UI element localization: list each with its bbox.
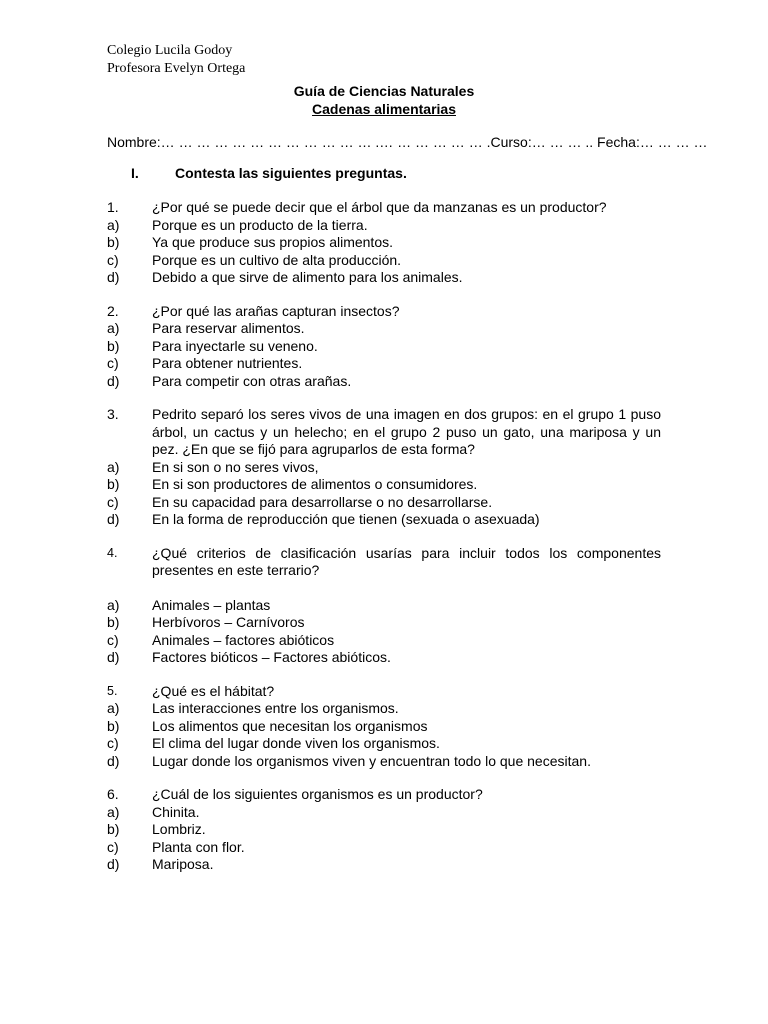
- option-letter: c): [107, 493, 119, 510]
- option-b: [107, 821, 661, 839]
- option-text: Porque es un cultivo de alta producción.: [152, 251, 402, 268]
- question-number: 4.: [107, 545, 118, 560]
- student-info-line: Nombre:… … … … … … … … … … … … .… … … … … … .Curso:… … … .. Fecha:… … … …: [107, 134, 708, 150]
- option-letter: c): [107, 251, 119, 268]
- main-title: Guía de Ciencias Naturales: [293, 83, 475, 99]
- question-text: [107, 683, 661, 701]
- option-b: [107, 614, 661, 632]
- option-letter: d): [107, 511, 120, 527]
- option-c: [107, 632, 661, 650]
- question-statement: ¿Por qué las arañas capturan insectos?: [152, 302, 400, 319]
- option-text: Mariposa.: [152, 856, 214, 872]
- option-text: Para reservar alimentos.: [152, 320, 305, 336]
- option-d: [107, 511, 661, 529]
- section-heading: [131, 163, 661, 183]
- option-a: [107, 217, 661, 235]
- option-text: Animales – plantas: [152, 596, 271, 613]
- option-a: [107, 804, 661, 822]
- question-number: 1.: [107, 199, 119, 215]
- option-letter: b): [107, 614, 120, 630]
- option-c: [107, 355, 661, 373]
- option-text: En su capacidad para desarrollarse o no desarrollarse.: [152, 493, 493, 510]
- option-text: El clima del lugar donde viven los organismos.: [152, 735, 440, 751]
- option-d: [107, 753, 661, 771]
- option-letter: c): [107, 838, 119, 855]
- option-letter: d): [107, 372, 120, 389]
- question-statement: ¿Qué es el hábitat?: [152, 682, 275, 699]
- option-a: [107, 320, 661, 338]
- question-text: [107, 199, 661, 217]
- option-text: Los alimentos que necesitan los organismos: [152, 717, 428, 734]
- question-number: 2.: [107, 302, 119, 319]
- option-text: En la forma de reproducción que tienen (sexuada o asexuada): [152, 511, 540, 527]
- option-letter: d): [107, 649, 120, 665]
- option-letter: a): [107, 700, 120, 716]
- option-a: [107, 597, 661, 615]
- option-letter: b): [107, 717, 120, 734]
- option-letter: a): [107, 216, 120, 233]
- option-letter: a): [107, 803, 120, 820]
- option-text: Chinita.: [152, 803, 200, 820]
- question-number: 3.: [107, 406, 119, 422]
- option-letter: d): [107, 269, 120, 285]
- option-text: Para obtener nutrientes.: [152, 355, 303, 371]
- option-c: [107, 494, 661, 512]
- option-letter: c): [107, 735, 119, 751]
- section-number: I.: [131, 165, 139, 181]
- option-c: [107, 252, 661, 270]
- option-letter: b): [107, 337, 120, 354]
- teacher-name: Profesora Evelyn Ortega: [107, 61, 246, 76]
- option-text: En si son productores de alimentos o consumidores.: [152, 476, 478, 492]
- option-text: Porque es un producto de la tierra.: [152, 216, 368, 233]
- option-b: [107, 718, 661, 736]
- option-c: [107, 839, 661, 857]
- question-2: [107, 303, 661, 391]
- option-d: [107, 373, 661, 391]
- question-number: 6.: [107, 786, 119, 802]
- option-text: Lugar donde los organismos viven y encuentran todo lo que necesitan.: [152, 752, 591, 769]
- option-text: Factores bióticos – Factores abióticos.: [152, 649, 391, 665]
- option-letter: d): [107, 752, 120, 769]
- option-c: [107, 735, 661, 753]
- question-5: [107, 683, 661, 771]
- option-text: Herbívoros – Carnívoros: [152, 614, 305, 630]
- option-d: [107, 269, 661, 287]
- document-titles: [107, 82, 661, 118]
- question-4: [107, 545, 661, 667]
- option-letter: d): [107, 856, 120, 872]
- option-text: Debido a que sirve de alimento para los animales.: [152, 269, 463, 285]
- option-b: [107, 234, 661, 252]
- option-text: Planta con flor.: [152, 838, 245, 855]
- option-d: [107, 649, 661, 667]
- option-a: [107, 700, 661, 718]
- question-text: [107, 786, 661, 804]
- option-b: [107, 476, 661, 494]
- question-3: [107, 406, 661, 529]
- option-d: [107, 856, 661, 874]
- question-statement: ¿Cuál de los siguientes organismos es un productor?: [152, 786, 483, 802]
- option-b: [107, 338, 661, 356]
- option-letter: b): [107, 234, 120, 250]
- option-text: Las interacciones entre los organismos.: [152, 700, 399, 716]
- option-text: Para competir con otras arañas.: [152, 372, 352, 389]
- option-letter: c): [107, 355, 119, 371]
- option-letter: b): [107, 821, 120, 837]
- option-a: [107, 459, 661, 477]
- question-text: [107, 545, 661, 580]
- option-letter: a): [107, 458, 120, 475]
- question-statement: ¿Qué criterios de clasificación usarías para incluir todos los componentes presentes en este terrario?: [152, 544, 661, 578]
- option-text: Para inyectarle su veneno.: [152, 337, 318, 354]
- sub-title: Cadenas alimentarias: [312, 101, 456, 117]
- question-statement: Pedrito separó los seres vivos de una imagen en dos grupos: en el grupo 1 puso árbol, un cactus y un helecho; en el grupo 2 puso un gato, una mariposa y un pez. ¿En que se fijó para agruparlos de esta forma?: [152, 406, 661, 457]
- option-letter: a): [107, 596, 120, 613]
- option-text: En si son o no seres vivos,: [152, 458, 319, 475]
- option-text: Ya que produce sus propios alimentos.: [152, 234, 393, 250]
- section-title: Contesta las siguientes preguntas.: [175, 165, 407, 181]
- question-number: 5.: [107, 683, 118, 698]
- spacer: [107, 580, 661, 597]
- option-letter: b): [107, 476, 120, 492]
- question-statement: ¿Por qué se puede decir que el árbol que da manzanas es un productor?: [152, 199, 607, 215]
- option-text: Lombriz.: [152, 821, 206, 837]
- question-6: [107, 786, 661, 874]
- question-1: [107, 199, 661, 287]
- school-name: Colegio Lucila Godoy: [107, 43, 233, 58]
- option-text: Animales – factores abióticos: [152, 631, 335, 648]
- option-letter: c): [107, 631, 119, 648]
- option-letter: a): [107, 320, 120, 336]
- question-text: [107, 406, 661, 459]
- question-text: [107, 303, 661, 321]
- document-header: [107, 42, 661, 78]
